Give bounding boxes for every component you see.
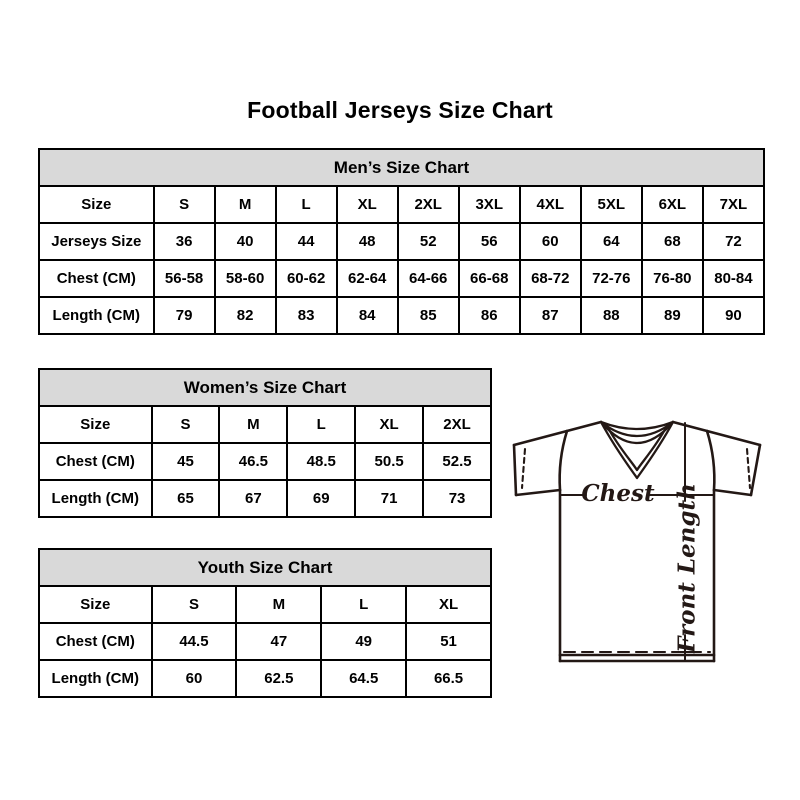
- size-value-cell: 60-62: [276, 260, 337, 297]
- table-row: [39, 443, 491, 480]
- size-value-cell: 88: [581, 297, 642, 334]
- row-label-cell: Length (CM): [39, 480, 152, 517]
- size-value-cell: 71: [355, 480, 423, 517]
- page-title: Football Jerseys Size Chart: [247, 97, 553, 123]
- size-value-cell: 68-72: [520, 260, 581, 297]
- table-row: [39, 480, 491, 517]
- jersey-outline: [514, 422, 760, 661]
- size-value-cell: 44.5: [152, 623, 237, 660]
- size-value-cell: 47: [236, 623, 321, 660]
- size-value-cell: 62-64: [337, 260, 398, 297]
- size-value-cell: 86: [459, 297, 520, 334]
- size-value-cell: 6XL: [642, 186, 703, 223]
- size-value-cell: 40: [215, 223, 276, 260]
- row-label-cell: Size: [39, 586, 152, 623]
- table-row: [39, 660, 491, 697]
- size-value-cell: 87: [520, 297, 581, 334]
- size-value-cell: 64.5: [321, 660, 406, 697]
- size-value-cell: M: [215, 186, 276, 223]
- size-value-cell: 72-76: [581, 260, 642, 297]
- size-value-cell: 76-80: [642, 260, 703, 297]
- size-value-cell: 64: [581, 223, 642, 260]
- table-row: [39, 623, 491, 660]
- womens-size-chart-table: [38, 368, 492, 518]
- chest-label: Chest: [581, 480, 655, 507]
- size-value-cell: L: [276, 186, 337, 223]
- size-value-cell: 83: [276, 297, 337, 334]
- size-value-cell: L: [321, 586, 406, 623]
- front-length-label: Front Length: [673, 483, 701, 653]
- size-value-cell: S: [154, 186, 215, 223]
- size-value-cell: 85: [398, 297, 459, 334]
- jersey-measurement-diagram: [501, 398, 781, 678]
- table-row: [39, 586, 491, 623]
- size-value-cell: 2XL: [423, 406, 491, 443]
- size-value-cell: M: [236, 586, 321, 623]
- size-value-cell: 46.5: [219, 443, 287, 480]
- row-label-cell: Jerseys Size: [39, 223, 154, 260]
- size-value-cell: 7XL: [703, 186, 764, 223]
- size-value-cell: 52.5: [423, 443, 491, 480]
- size-value-cell: S: [152, 406, 220, 443]
- mens-size-chart-table: [38, 148, 765, 335]
- row-label-cell: Chest (CM): [39, 443, 152, 480]
- row-label-cell: Chest (CM): [39, 260, 154, 297]
- size-value-cell: 64-66: [398, 260, 459, 297]
- size-value-cell: S: [152, 586, 237, 623]
- size-value-cell: 65: [152, 480, 220, 517]
- size-value-cell: 67: [219, 480, 287, 517]
- size-value-cell: 58-60: [215, 260, 276, 297]
- row-label-cell: Size: [39, 406, 152, 443]
- table-row: [39, 223, 764, 260]
- row-label-cell: Length (CM): [39, 660, 152, 697]
- row-label-cell: Chest (CM): [39, 623, 152, 660]
- jersey-illustration: [501, 398, 781, 678]
- table-row: [39, 406, 491, 443]
- size-value-cell: 68: [642, 223, 703, 260]
- size-value-cell: M: [219, 406, 287, 443]
- size-value-cell: 79: [154, 297, 215, 334]
- size-value-cell: 72: [703, 223, 764, 260]
- youth-size-chart-table: [38, 548, 492, 698]
- size-value-cell: 48: [337, 223, 398, 260]
- jersey-collar: [601, 422, 673, 478]
- womens-section-header: Women’s Size Chart: [39, 369, 491, 406]
- size-value-cell: 56: [459, 223, 520, 260]
- size-value-cell: 52: [398, 223, 459, 260]
- mens-section-header: Men’s Size Chart: [39, 149, 764, 186]
- size-value-cell: 49: [321, 623, 406, 660]
- size-value-cell: 90: [703, 297, 764, 334]
- table-row: [39, 297, 764, 334]
- row-label-cell: Size: [39, 186, 154, 223]
- size-value-cell: L: [287, 406, 355, 443]
- size-value-cell: 66-68: [459, 260, 520, 297]
- size-value-cell: 36: [154, 223, 215, 260]
- size-value-cell: 50.5: [355, 443, 423, 480]
- size-value-cell: 60: [520, 223, 581, 260]
- size-value-cell: 44: [276, 223, 337, 260]
- size-value-cell: XL: [355, 406, 423, 443]
- row-label-cell: Length (CM): [39, 297, 154, 334]
- size-value-cell: 69: [287, 480, 355, 517]
- size-value-cell: 89: [642, 297, 703, 334]
- size-value-cell: 66.5: [406, 660, 491, 697]
- size-value-cell: 82: [215, 297, 276, 334]
- size-value-cell: 56-58: [154, 260, 215, 297]
- size-value-cell: XL: [406, 586, 491, 623]
- size-value-cell: 45: [152, 443, 220, 480]
- size-value-cell: 2XL: [398, 186, 459, 223]
- youth-section-header: Youth Size Chart: [39, 549, 491, 586]
- size-value-cell: 4XL: [520, 186, 581, 223]
- table-row: [39, 260, 764, 297]
- size-value-cell: 62.5: [236, 660, 321, 697]
- size-value-cell: 73: [423, 480, 491, 517]
- size-value-cell: 5XL: [581, 186, 642, 223]
- size-value-cell: XL: [337, 186, 398, 223]
- size-value-cell: 80-84: [703, 260, 764, 297]
- table-row: [39, 186, 764, 223]
- size-value-cell: 48.5: [287, 443, 355, 480]
- size-value-cell: 3XL: [459, 186, 520, 223]
- size-value-cell: 84: [337, 297, 398, 334]
- size-value-cell: 51: [406, 623, 491, 660]
- size-value-cell: 60: [152, 660, 237, 697]
